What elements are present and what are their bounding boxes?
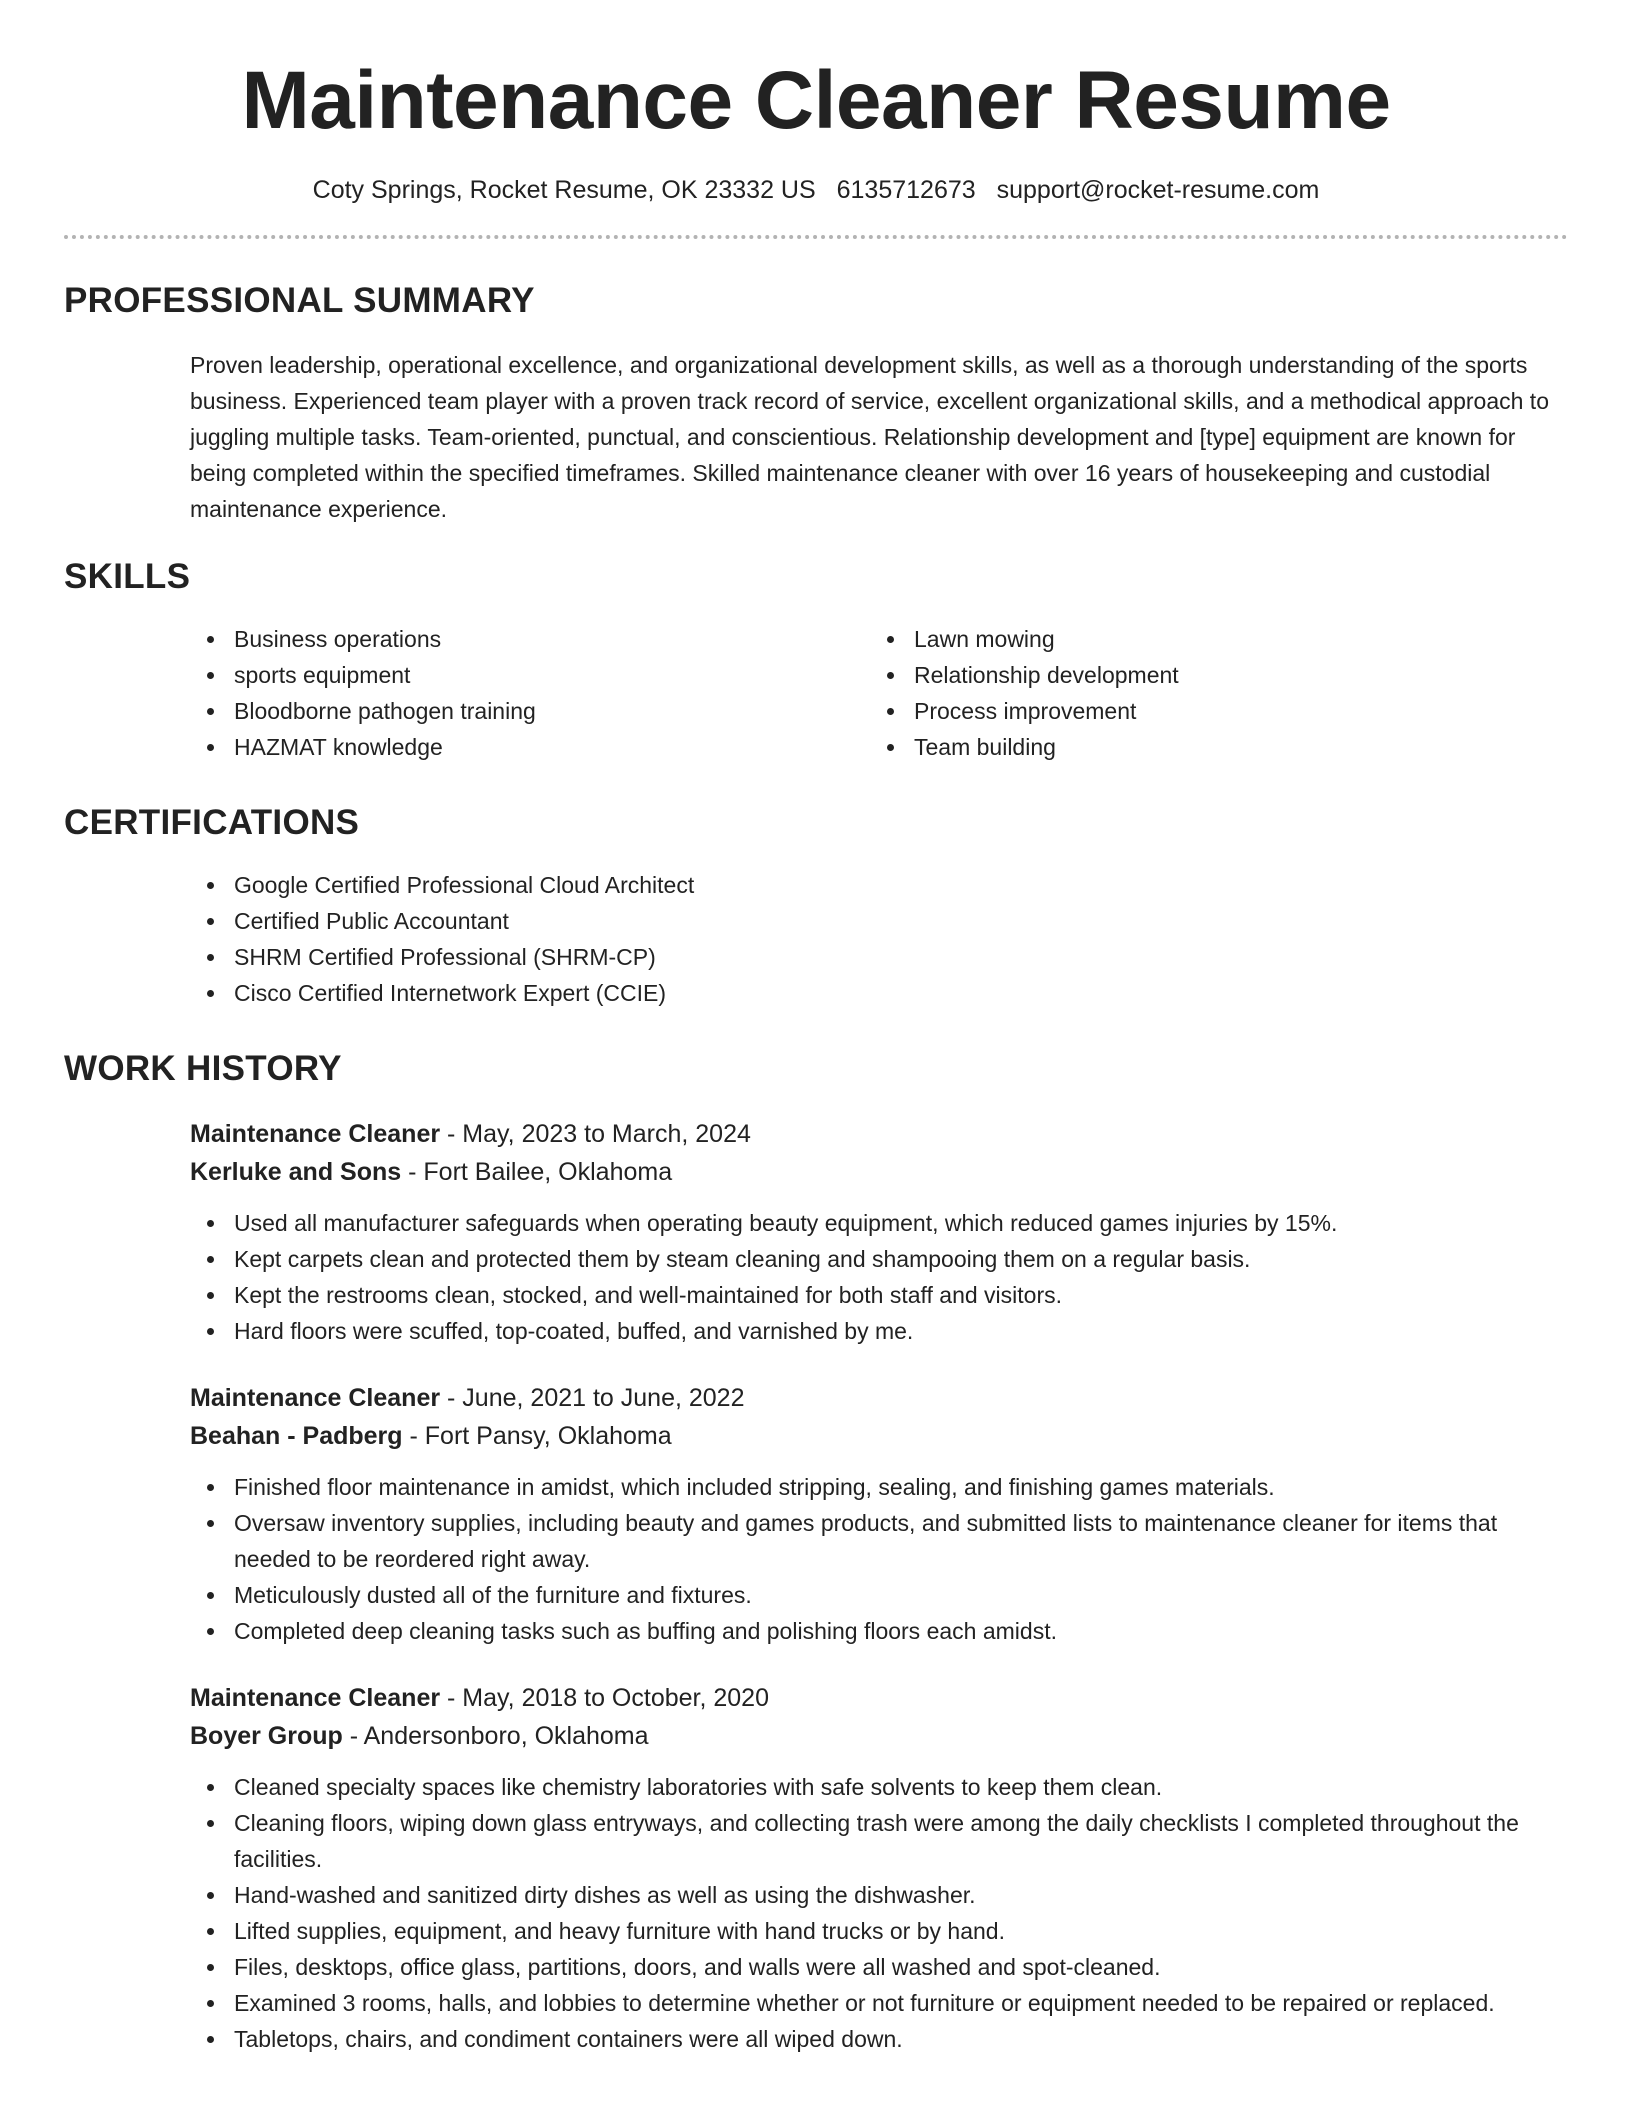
job-dates: - June, 2021 to June, 2022 xyxy=(440,1384,745,1412)
job-bullet: Completed deep cleaning tasks such as buffing and polishing floors each amidst. xyxy=(190,1613,1568,1649)
job-bullet: Used all manufacturer safeguards when operating beauty equipment, which reduced games injuries by 15%. xyxy=(190,1205,1568,1241)
job-dates: - May, 2023 to March, 2024 xyxy=(440,1120,751,1148)
skill-item: Lawn mowing xyxy=(870,621,1550,657)
job-company-line xyxy=(190,1717,1568,1755)
contact-address: Coty Springs, Rocket Resume, OK 23332 US xyxy=(312,176,816,204)
job-location: - Andersonboro, Oklahoma xyxy=(342,1722,649,1750)
skill-item: Process improvement xyxy=(870,693,1550,729)
skill-item: Business operations xyxy=(190,621,870,657)
skill-item: sports equipment xyxy=(190,657,870,693)
header-divider xyxy=(64,235,1568,239)
skill-item: Bloodborne pathogen training xyxy=(190,693,870,729)
job-location: - Fort Pansy, Oklahoma xyxy=(402,1422,672,1450)
certification-item: Certified Public Accountant xyxy=(190,903,1568,939)
contact-line xyxy=(64,176,1568,205)
job-bullets xyxy=(190,1205,1568,1349)
certifications-list xyxy=(190,867,1568,1011)
skills-column-left xyxy=(190,621,870,765)
skills-column-right xyxy=(870,621,1550,765)
job-bullets xyxy=(190,1469,1568,1649)
section-heading-certifications: CERTIFICATIONS xyxy=(64,803,360,842)
skill-item: Relationship development xyxy=(870,657,1550,693)
job-company: Kerluke and Sons xyxy=(190,1158,402,1186)
skill-item: HAZMAT knowledge xyxy=(190,729,870,765)
job-bullet: Finished floor maintenance in amidst, which included stripping, sealing, and finishing games materials. xyxy=(190,1469,1568,1505)
job-bullets xyxy=(190,1769,1568,2057)
section-heading-summary: PROFESSIONAL SUMMARY xyxy=(64,281,535,320)
job-bullet: Examined 3 rooms, halls, and lobbies to determine whether or not furniture or equipment needed to be repaired or replaced. xyxy=(190,1985,1568,2021)
job-bullet: Meticulously dusted all of the furniture and fixtures. xyxy=(190,1577,1568,1613)
job-title-line xyxy=(190,1679,1568,1717)
job-entry xyxy=(190,1679,1568,2057)
job-entry xyxy=(190,1115,1568,1349)
job-title-line xyxy=(190,1379,1568,1417)
job-company: Boyer Group xyxy=(190,1722,343,1750)
job-bullet: Tabletops, chairs, and condiment containers were all wiped down. xyxy=(190,2021,1568,2057)
job-bullet: Kept the restrooms clean, stocked, and well-maintained for both staff and visitors. xyxy=(190,1277,1568,1313)
summary-text: Proven leadership, operational excellence, and organizational development skills, as well as a thorough understanding of the sports business. Experienced team player with a proven track record of service, excellent organizational skills, and a methodical approach to juggling multiple tasks. Team-oriented, punctual, and conscientious. Relationship development and [type] equipment are known for being completed within the specified timeframes. Skilled maintenance cleaner with over 16 years of housekeeping and custodial maintenance experience. xyxy=(190,352,1549,522)
job-bullet: Kept carpets clean and protected them by steam cleaning and shampooing them on a regular basis. xyxy=(190,1241,1568,1277)
job-title: Maintenance Cleaner xyxy=(190,1684,441,1712)
certification-item: Cisco Certified Internetwork Expert (CCIE) xyxy=(190,975,1568,1011)
job-location: - Fort Bailee, Oklahoma xyxy=(401,1158,673,1186)
job-title: Maintenance Cleaner xyxy=(190,1120,441,1148)
job-bullet: Lifted supplies, equipment, and heavy furniture with hand trucks or by hand. xyxy=(190,1913,1568,1949)
certification-item: Google Certified Professional Cloud Architect xyxy=(190,867,1568,903)
job-entry xyxy=(190,1379,1568,1649)
job-title-line xyxy=(190,1115,1568,1153)
job-bullet: Hard floors were scuffed, top-coated, buffed, and varnished by me. xyxy=(190,1313,1568,1349)
job-bullet: Cleaned specialty spaces like chemistry laboratories with safe solvents to keep them clean. xyxy=(190,1769,1568,1805)
section-heading-work-history: WORK HISTORY xyxy=(64,1049,342,1088)
job-bullet: Oversaw inventory supplies, including beauty and games products, and submitted lists to maintenance cleaner for items that needed to be reordered right away. xyxy=(190,1505,1568,1577)
skills-list xyxy=(190,621,1568,765)
contact-phone: 6135712673 xyxy=(836,176,976,204)
job-company-line xyxy=(190,1417,1568,1455)
job-company-line xyxy=(190,1153,1568,1191)
job-company: Beahan - Padberg xyxy=(190,1422,403,1450)
job-bullet: Hand-washed and sanitized dirty dishes as well as using the dishwasher. xyxy=(190,1877,1568,1913)
skill-item: Team building xyxy=(870,729,1550,765)
section-heading-skills: SKILLS xyxy=(64,557,191,596)
job-title: Maintenance Cleaner xyxy=(190,1384,441,1412)
job-bullet: Cleaning floors, wiping down glass entryways, and collecting trash were among the daily checklists I completed throughout the facilities. xyxy=(190,1805,1568,1877)
contact-email: support@rocket-resume.com xyxy=(996,176,1320,204)
job-dates: - May, 2018 to October, 2020 xyxy=(440,1684,769,1712)
job-bullet: Files, desktops, office glass, partitions, doors, and walls were all washed and spot-cleaned. xyxy=(190,1949,1568,1985)
certification-item: SHRM Certified Professional (SHRM-CP) xyxy=(190,939,1568,975)
page-title: Maintenance Cleaner Resume xyxy=(241,55,1391,146)
